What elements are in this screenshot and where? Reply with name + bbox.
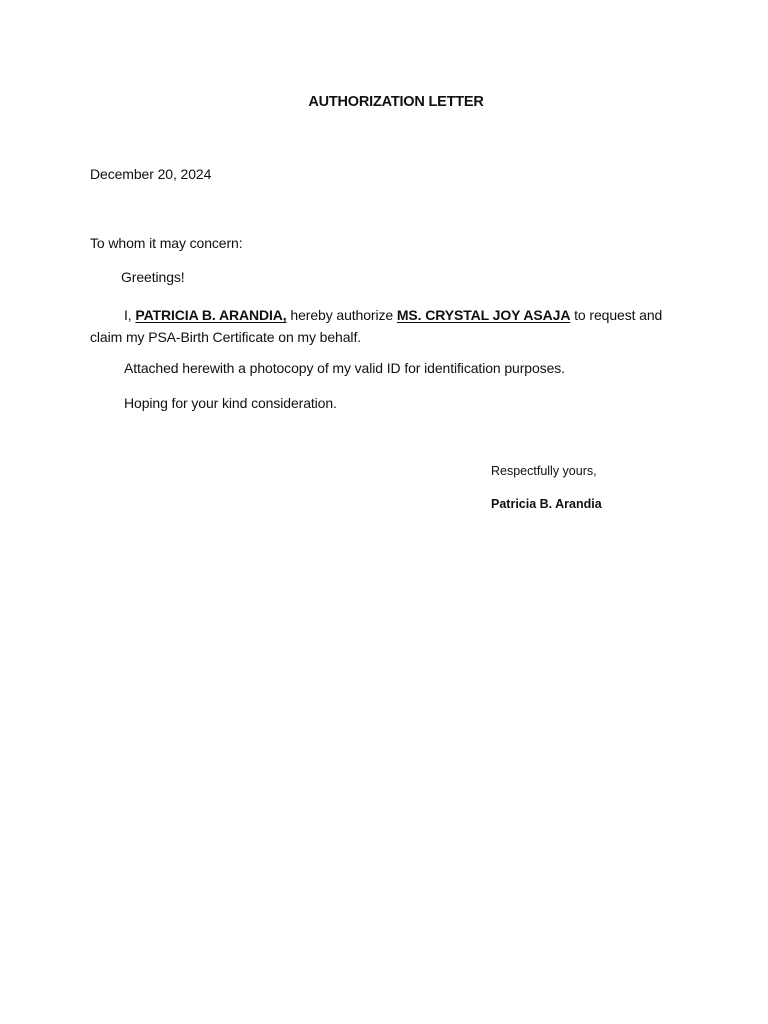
grantor-name: PATRICIA B. ARANDIA,: [135, 307, 287, 323]
closing-line: Respectfully yours,: [491, 464, 597, 478]
letter-title: AUTHORIZATION LETTER: [308, 94, 484, 110]
signer-name: Patricia B. Arandia: [491, 497, 602, 511]
letter-date: December 20, 2024: [90, 166, 212, 182]
authorization-middle: hereby authorize: [286, 307, 397, 323]
salutation: To whom it may concern:: [90, 235, 243, 251]
authorization-suffix: to request and claim my PSA-Birth Certificate on my behalf.: [90, 307, 663, 345]
grantee-name: MS. CRYSTAL JOY ASAJA: [396, 307, 571, 323]
hope-line: Hoping for your kind consideration.: [124, 395, 337, 411]
attachment-note: Attached herewith a photocopy of my valid ID for identification purposes.: [124, 360, 565, 376]
authorization-prefix: I,: [124, 307, 136, 323]
authorization-paragraph: [90, 304, 680, 348]
greeting: Greetings!: [121, 269, 185, 285]
